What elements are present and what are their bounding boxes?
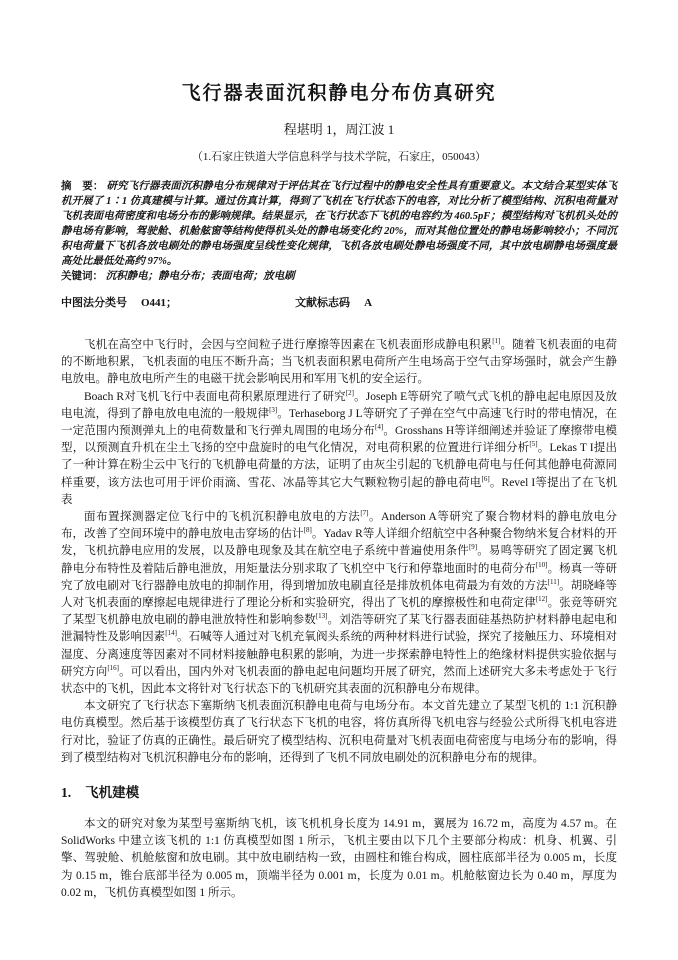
section-number: 1. (61, 785, 72, 801)
doc-code-label: 文献标志码 (295, 297, 351, 309)
body-paragraph: 本文的研究对象为某型号塞斯纳飞机，该飞机机身长度为 14.91 m，翼展为 16.72 m，高度为 4.57 m。在 SolidWorks 中建立该飞机的 1:1 仿真模型如图 1 所示，飞机主要由以下几个主要部分构成：机身、机翼、引擎、驾驶舱、机舱舷窗和放电刷。其中放电刷结构一致，由圆柱和锥台构成，圆柱底部半径为 0.005 m，长度为 0.15 m，锥台底部半径为 0.005 m，顶端半径为 0.001 m，长度为 0.01 m。机舱舷窗边长为 0.40 m，厚度为 0.02 m，飞机仿真模型如图 1 所示。 (61, 818, 617, 899)
authors-line: 程堪明 1，周江波 1 (283, 122, 395, 137)
introduction-section (61, 337, 617, 767)
keywords-block (61, 269, 617, 284)
body-paragraph: 本文研究了飞行状态下塞斯纳飞机表面沉积静电电荷与电场分布。本文首先建立了某型飞机的 1:1 沉积静电仿真模型。然后基于该模型仿真了飞行状态下飞机的电容，将仿真所得飞机电容与经验公式所得飞机电容进行对比，验证了仿真的正确性。最后研究了模型结构、沉积电荷量对飞机表面电荷密度与电场分布的影响，得到了模型结构对飞机沉积静电分布的影响，还得到了飞机不同放电刷处的沉积静电分布的规律。 (61, 700, 617, 764)
clc-row (61, 296, 617, 311)
section-title: 飞机建模 (85, 785, 140, 801)
section-1-body (61, 816, 617, 902)
affiliation-line: （1.石家庄铁道大学信息科学与技术学院，石家庄，050043） (191, 151, 487, 163)
body-paragraph: 飞机在高空中飞行时，会因与空间粒子进行摩擦等因素在飞机表面形成静电积累[1]。随着飞机表面的电荷的不断地积累，飞机表面的电压不断升高；当飞机表面积累电荷所产生电场高于空气击穿场强时，就会产生静电放电。静电放电所产生的电磁干扰会影响民用和军用飞机的安全运行。 (61, 337, 618, 386)
abstract-label: 摘 要： (61, 181, 104, 192)
section-heading-1 (61, 784, 617, 802)
body-paragraph: Boach R对飞机飞行中表面电荷积累原理进行了研究[2]。Joseph E等研究了喷气式飞机的静电起电原因及放电电流，得到了静电放电电流的一般规律[3]。Terhaseborg J L等研究了子弹在空气中高速飞行时的带电情况，在一定范围内预测弹丸上的电荷数量和飞行弹丸周围的电场分布[4]。Grosshans H等详细阐述并验证了摩擦带电模型，以预测直升机在尘土飞扬的空中盘旋时的电气化情况，对电荷积累的位置进行详细分析[5]。Lekas T I提出了一种计算在粉尘云中飞行的飞机静电荷量的方法，证明了由灰尘引起的飞机静电荷电与任何其他静电荷源同样重要，该方法也可用于评价雨滴、雪花、冰晶等其它大气颗粒物引起的静电荷电[6]。Revel I等提出了在飞机表 (61, 388, 618, 506)
body-paragraph: 面布置探测器定位飞行中的飞机沉积静电放电的方法[7]。Anderson A等研究了聚合物材料的静电放电分布，改善了空间环境中的静电放电击穿场的估计[8]。Yadav R等人详细介绍航空中各种聚合物纳米复合材料的开发，飞机抗静电应用的发展，以及静电现象及其在航空电子系统中普遍使用条件[9]。易鸣等研究了固定翼飞机静电分布特性及着陆后静电泄放，用矩量法分别求取了飞机空中飞行和停靠地面时的电荷分布[10]。杨真一等研究了放电刷对飞行器静电放电的抑制作用，得到增加放电刷直径是排放机体电荷最为有效的方法[11]。胡晓峰等人对飞机表面的摩擦起电规律进行了理论分析和实验研究，得出了飞机的摩擦极性和电荷定律[12]。张竞等研究了某型飞机静电放电刷的静电泄放特性和影响参数[13]。刘浩等研究了某飞行器表面硅基热防护材料静电起电和泄漏特性及影响因素[14]。石喊等人通过对飞机充氧阀头系统的两种材料进行试验，探究了接触压力、环境相对湿度、分离速度等因素对不同材料接触静电积累的影响，为进一步探索静电特性上的绝缘材料提供实验依据与研究方向[16]。可以看出，国内外对飞机表面的静电起电问题均开展了研究，然而上述研究大多未考虑处于飞行状态中的飞机，因此本文将针对飞行状态下的飞机研究其表面的沉积静电分布规律。 (61, 509, 618, 696)
abstract-block (61, 179, 617, 269)
clc-value: O441； (141, 297, 178, 309)
keywords-label: 关键词： (61, 271, 103, 282)
doc-code-value: A (364, 297, 373, 309)
clc-label: 中图法分类号 (61, 297, 127, 309)
paper-title: 飞行器表面沉积静电分布仿真研究 (181, 83, 497, 104)
abstract-text: 研究飞行器表面沉积静电分布规律对于评估其在飞行过程中的静电安全性具有重要意义。本文结合某型实体飞机开展了 1∶1 仿真建模与计算。通过仿真计算，得到了飞机在飞行状态下的电容，对比分析了模型结构、沉积电荷量对飞机表面电荷密度和电场分布的影响规律。结果显示，在飞行状态下飞机的电容约为 460.5pF；模型结构对飞机机头处的静电场有影响，驾驶舱、机舱舷窗等结构使得机头处的静电场变化约 20%，而对其他位置处的静电场影响较小；不同沉积电荷量下飞机各放电刷处的静电场强度呈线性变化规律，飞机各放电刷处静电场强度不同，其中放电刷静电场强度最高处比最低处高约 97%。 (61, 181, 618, 267)
keywords-text: 沉积静电；静电分布；表面电荷；放电刷 (105, 271, 295, 282)
